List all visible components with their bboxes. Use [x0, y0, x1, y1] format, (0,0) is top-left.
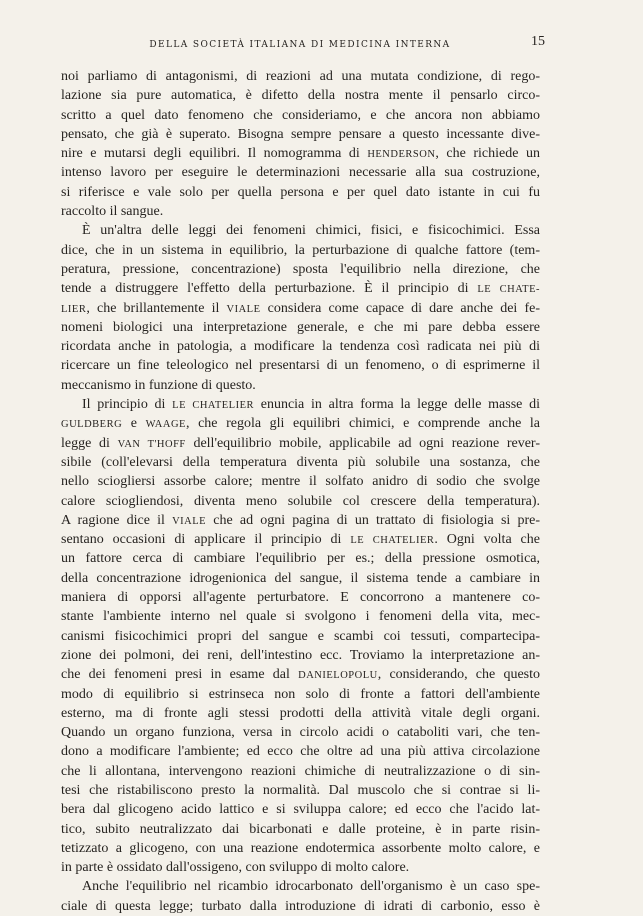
text-line: un fattore cerca di cambiare l'equilibrio per es.; della pressione osmotica, — [61, 551, 540, 567]
text-line: sibile (coll'elevarsi della temperatura diventa più solubile una sostanza, che — [61, 454, 540, 470]
text-line: della concentrazione idrogenionica del sangue, il sistema tende a cambiare in — [61, 570, 540, 586]
running-header: DELLA SOCIETÀ ITALIANA DI MEDICINA INTERNA — [149, 40, 451, 50]
text-line: tesi che ristabiliscono presto la normalità. Dal muscolo che si contrae si li- — [61, 782, 540, 798]
small-caps-name: LE CHATE- — [477, 284, 540, 296]
text-line: che dei fenomeni presi in esame dal DANIELOPOLU, considerando, che questo — [61, 667, 540, 683]
text-line: dono a modificare l'ambiente; ed ecco che oltre ad una più attiva circolazione — [61, 744, 540, 760]
text-line: intenso lavoro per eseguire le determinazioni necessarie alla sua costruzione, — [61, 165, 540, 181]
text-line: stante l'ambiente interno nel quale si svolgono i fenomeni della vita, mec- — [61, 609, 540, 625]
small-caps-name: LIER — [61, 303, 87, 315]
text-line: tende a distruggere l'effetto della perturbazione. È il principio di LE CHATE- — [61, 281, 540, 297]
text-line: sentano occasioni di applicare il principio di LE CHATELIER. Ogni volta che — [61, 532, 540, 548]
small-caps-name: LE CHATELIER — [350, 535, 435, 547]
text-line: dice, che in un sistema in equilibrio, la perturbazione di qualche fattore (tem- — [61, 242, 540, 258]
text-line: tico, subito neutralizzato dai bicarbonati e dalle proteine, è in parte risin- — [61, 821, 540, 837]
small-caps-name: LE CHATELIER — [172, 400, 255, 412]
small-caps-name: VIALE — [226, 303, 261, 315]
text-line: esterno, ma di fronte agli stessi prodotti della attività vitale degli organi. — [61, 705, 540, 721]
text-line: tetizzato a glicogeno, con una reazione endotermica assorbente molto calore, e — [61, 840, 540, 856]
text-line: Quando un organo funziona, versa in circolo acidi o cataboliti vari, che ten- — [61, 725, 540, 741]
text-line: calore sciogliendosi, diventa meno solubile col crescere della temperatura). — [61, 493, 540, 509]
text-line: legge di VAN T'HOFF dell'equilibrio mobile, applicabile ad ogni reazione rever- — [61, 435, 540, 451]
text-line: maniera di opporsi all'agente perturbatore. E concorrono a mantenere co- — [61, 590, 540, 606]
text-line: nire e mutarsi degli equilibri. Il nomogramma di HENDERSON, che richiede un — [61, 146, 540, 162]
text-line: pensato, che già è superato. Bisogna sempre pensare a questo incessante dive- — [61, 126, 540, 142]
text-line: che li allontana, intervengono reazioni chimiche di neutralizzazione o di sin- — [61, 763, 540, 779]
small-caps-name: VIALE — [172, 515, 207, 527]
body-text — [61, 67, 540, 916]
text-line: lazione sia pure automatica, è difetto della nostra mente il pensarlo circo- — [61, 88, 540, 104]
page-number: 15 — [531, 34, 545, 49]
text-line: noi parliamo di antagonismi, di reazioni ad una mutata condizione, di rego- — [61, 69, 540, 84]
text-line: in parte è ossidato dall'ossigeno, con sviluppo di molto calore. — [61, 860, 410, 876]
text-line: bera dal glicogeno acido lattico e si sviluppa calore; ed ecco che l'acido lat- — [61, 802, 540, 818]
text-line: si riferisce e vale solo per quella persona e per quel dato istante in cui fu — [61, 184, 540, 200]
text-line: GULDBERG e WAAGE, che regola gli equilibri chimici, e comprende anche la — [61, 416, 540, 432]
text-line: peratura, pressione, concentrazione) sposta l'equilibrio nella direzione, che — [61, 261, 540, 277]
text-line: nello sciogliersi assorbe calore; mentre il solfato anidro di sodio che svolge — [61, 474, 540, 490]
text-line: nomeni biologici una interpretazione generale, e che mi pare debba essere — [61, 319, 540, 335]
text-line: Anche l'equilibrio nel ricambio idrocarbonato dell'organismo è un caso spe- — [82, 879, 540, 895]
text-line: modo di equilibrio si estrinseca non solo di fronte a fattori dell'ambiente — [61, 686, 540, 702]
text-line: meccanismo in funzione di questo. — [61, 377, 256, 393]
small-caps-name: GULDBERG — [61, 419, 123, 431]
text-line: Il principio di LE CHATELIER enuncia in altra forma la legge delle masse di — [82, 397, 540, 413]
text-line: ricordata anche in patologia, a modificare la tendenza così radicata nei più di — [61, 339, 540, 355]
text-line: È un'altra delle leggi dei fenomeni chimici, fisici, e fisicochimici. Essa — [82, 223, 540, 239]
text-line: A ragione dice il VIALE che ad ogni pagina di un trattato di fisiologia si pre- — [61, 512, 540, 528]
text-line: ciale di questa legge; turbato dalla introduzione di idrati di carbonio, esso è — [61, 898, 540, 914]
small-caps-name: WAAGE — [145, 419, 186, 431]
small-caps-name: VAN T'HOFF — [117, 438, 186, 450]
text-line: LIER, che brillantemente il VIALE considera come capace di dare anche dei fe- — [61, 300, 540, 316]
small-caps-name: DANIELOPOLU — [298, 670, 378, 682]
small-caps-name: HENDERSON — [367, 149, 436, 161]
text-line: ricercare un fine teleologico nel presentarsi di un fenomeno, o di esprimerne il — [61, 358, 540, 374]
text-line: raccolto il sangue. — [61, 204, 164, 220]
text-line: scritto a quel dato fenomeno che consideriamo, e che ancora non abbiamo — [61, 107, 540, 123]
text-line: zione dei polmoni, dei reni, dell'intestino ecc. Troviamo la interpretazione an- — [61, 647, 540, 663]
text-line: canismi fisicochimici propri del sangue e scambi coi tessuti, compartecipa- — [61, 628, 540, 644]
